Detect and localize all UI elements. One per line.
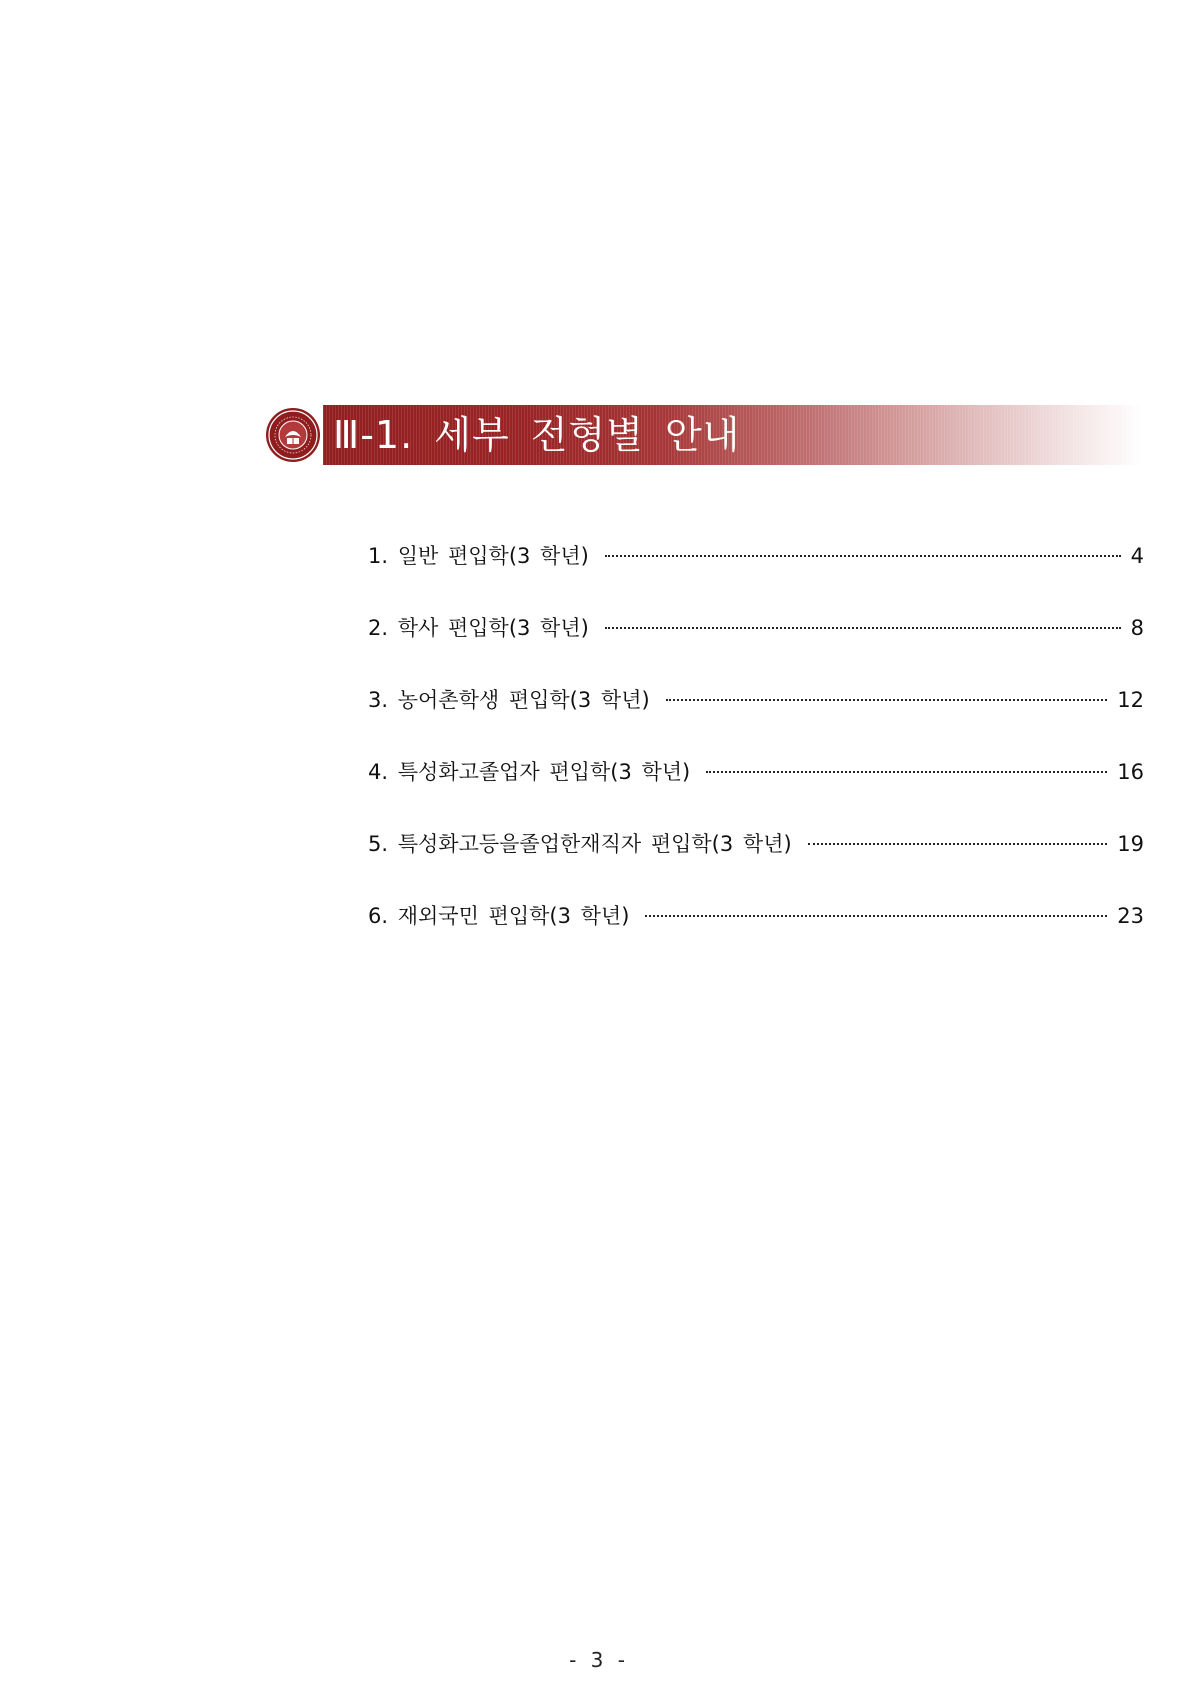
toc-entry[interactable] bbox=[368, 900, 1144, 972]
toc-entry-label: 1. 일반 편입학(3 학년) bbox=[368, 544, 589, 568]
dot-leader bbox=[808, 843, 1108, 845]
toc-entry[interactable] bbox=[368, 756, 1144, 828]
section-header-banner bbox=[263, 405, 1143, 465]
section-title: Ⅲ-1. 세부 전형별 안내 bbox=[333, 413, 741, 457]
logo-box bbox=[263, 405, 323, 465]
toc-entry[interactable] bbox=[368, 828, 1144, 900]
toc-entry-page: 4 bbox=[1130, 544, 1144, 568]
dot-leader bbox=[605, 555, 1121, 557]
toc-entry-label: 3. 농어촌학생 편입학(3 학년) bbox=[368, 688, 650, 712]
toc-entry-page: 8 bbox=[1130, 616, 1144, 640]
toc-entry-page: 23 bbox=[1117, 904, 1144, 928]
toc-entry-label: 6. 재외국민 편입학(3 학년) bbox=[368, 904, 630, 928]
dot-leader bbox=[605, 627, 1121, 629]
toc-entry-label: 4. 특성화고졸업자 편입학(3 학년) bbox=[368, 760, 691, 784]
toc-entry[interactable] bbox=[368, 540, 1144, 612]
university-seal-icon bbox=[265, 407, 321, 463]
toc-entry-page: 16 bbox=[1117, 760, 1144, 784]
dot-leader bbox=[666, 699, 1108, 701]
toc-entry-page: 12 bbox=[1117, 688, 1144, 712]
dot-leader bbox=[645, 915, 1107, 917]
table-of-contents bbox=[368, 540, 1144, 972]
toc-entry[interactable] bbox=[368, 684, 1144, 756]
toc-entry-label: 5. 특성화고등을졸업한재직자 편입학(3 학년) bbox=[368, 832, 792, 856]
page-number: - 3 - bbox=[569, 1648, 629, 1672]
toc-entry[interactable] bbox=[368, 612, 1144, 684]
dot-leader bbox=[706, 771, 1107, 773]
toc-entry-page: 19 bbox=[1117, 832, 1144, 856]
toc-entry-label: 2. 학사 편입학(3 학년) bbox=[368, 616, 589, 640]
